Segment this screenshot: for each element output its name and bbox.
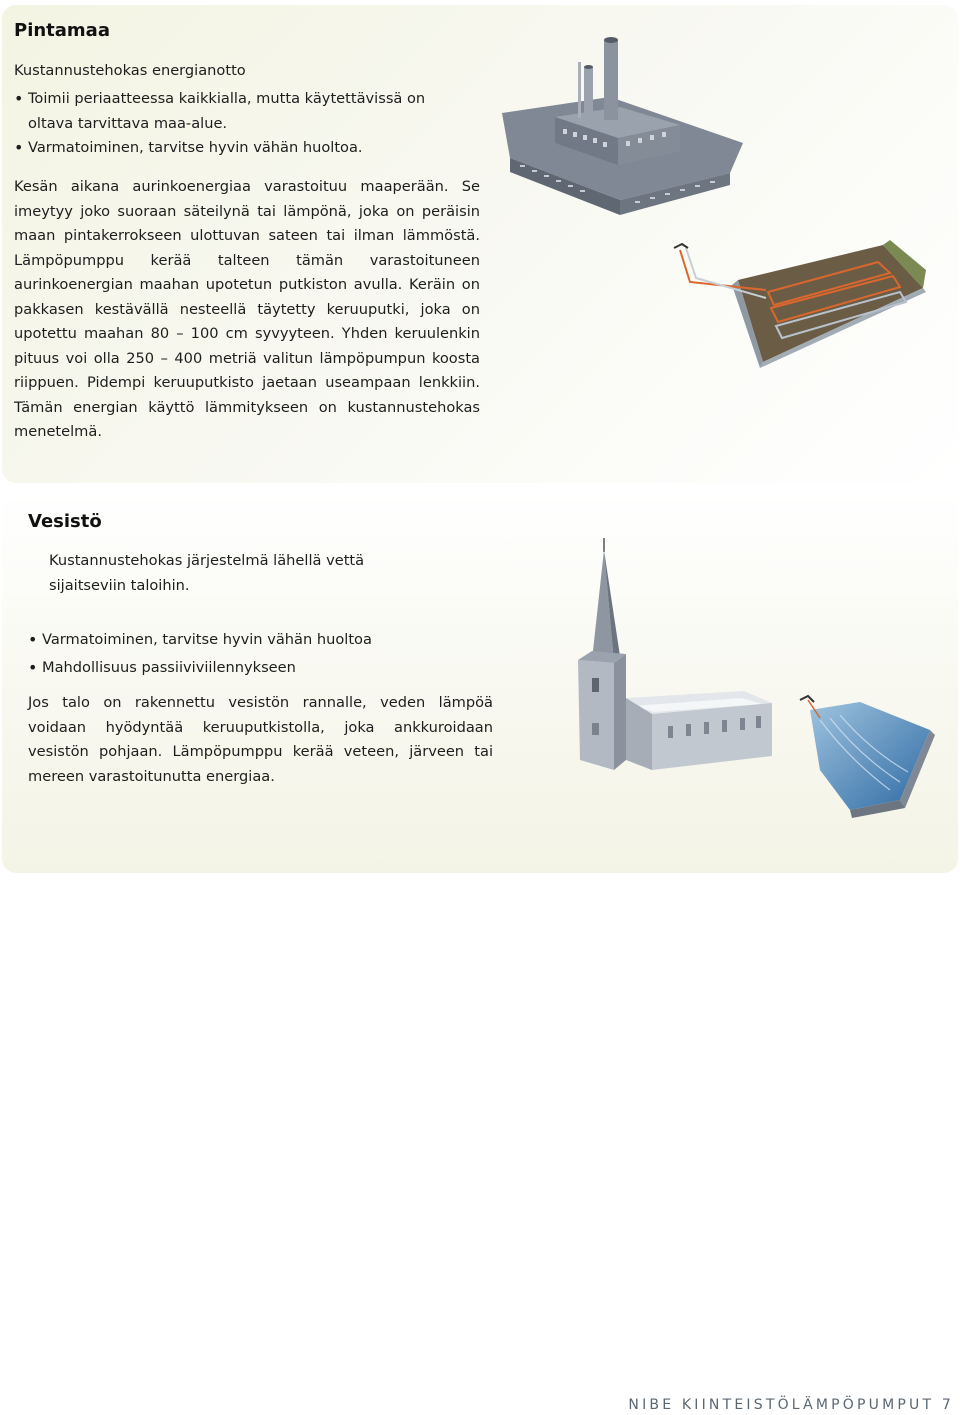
- list-item: • Toimii periaatteessa kaikkialla, mutta käytettävissä on oltava tarvittava maa-alue.: [14, 87, 454, 136]
- lake-collector-illustration: [790, 690, 940, 820]
- body-paragraph-pintamaa: Kesän aikana aurinkoenergiaa varastoituu maaperään. Se imeytyy joko suoraan säteilynä tai lämpönä, joka on peräisin maan pintakerrokseen ulottuvan sateen tai ilman lämmöstä. Lämpöpumppu kerää talteen tämän varastoituneen aurinkoenergian maahan upotetun putkiston avulla. Keräin on pakkasen kestävällä nesteellä täytetty keruuputki, joka on upotettu maahan 80 – 100 cm syvyyteen. Yhden keruulenkin pituus voi olla 250 – 400 metriä valitun lämpöpumpun koosta riippuen. Pidempi keruuputkisto jaetaan useampaan lenkkiin. Tämän energian käyttö lämmitykseen on kustannustehokas menetelmä.: [14, 178, 480, 440]
- church-building-illustration: [574, 538, 774, 778]
- ground-collector-field-illustration: [668, 240, 928, 370]
- section-subtitle: Kustannustehokas energianotto: [14, 62, 246, 79]
- list-item: • Varmatoiminen, tarvitse hyvin vähän huoltoa: [28, 628, 498, 653]
- section-title-pintamaa: Pintamaa: [14, 20, 110, 41]
- section-title-vesisto: Vesistö: [28, 511, 102, 532]
- page-footer: NIBE KIINTEISTÖLÄMPÖPUMPUT 7: [628, 1397, 954, 1413]
- bullet-list-vesisto: [28, 628, 498, 683]
- factory-building-illustration: [500, 25, 745, 220]
- list-item: • Varmatoiminen, tarvitse hyvin vähän huoltoa.: [14, 136, 454, 161]
- section-intro: Kustannustehokas järjestelmä lähellä vettä sijaitseviin taloihin.: [49, 552, 365, 594]
- list-item: • Mahdollisuus passiiviviilennykseen: [28, 656, 498, 681]
- bullet-list-pintamaa: [14, 87, 454, 161]
- body-paragraph-vesisto: Jos talo on rakennettu vesistön rannalle, veden lämpöä voidaan hyödyntää keruuputkistolla, joka ankkuroidaan vesistön pohjaan. Lämpöpumppu kerää veteen, järveen tai mereen varastoitunutta energiaa.: [28, 694, 493, 785]
